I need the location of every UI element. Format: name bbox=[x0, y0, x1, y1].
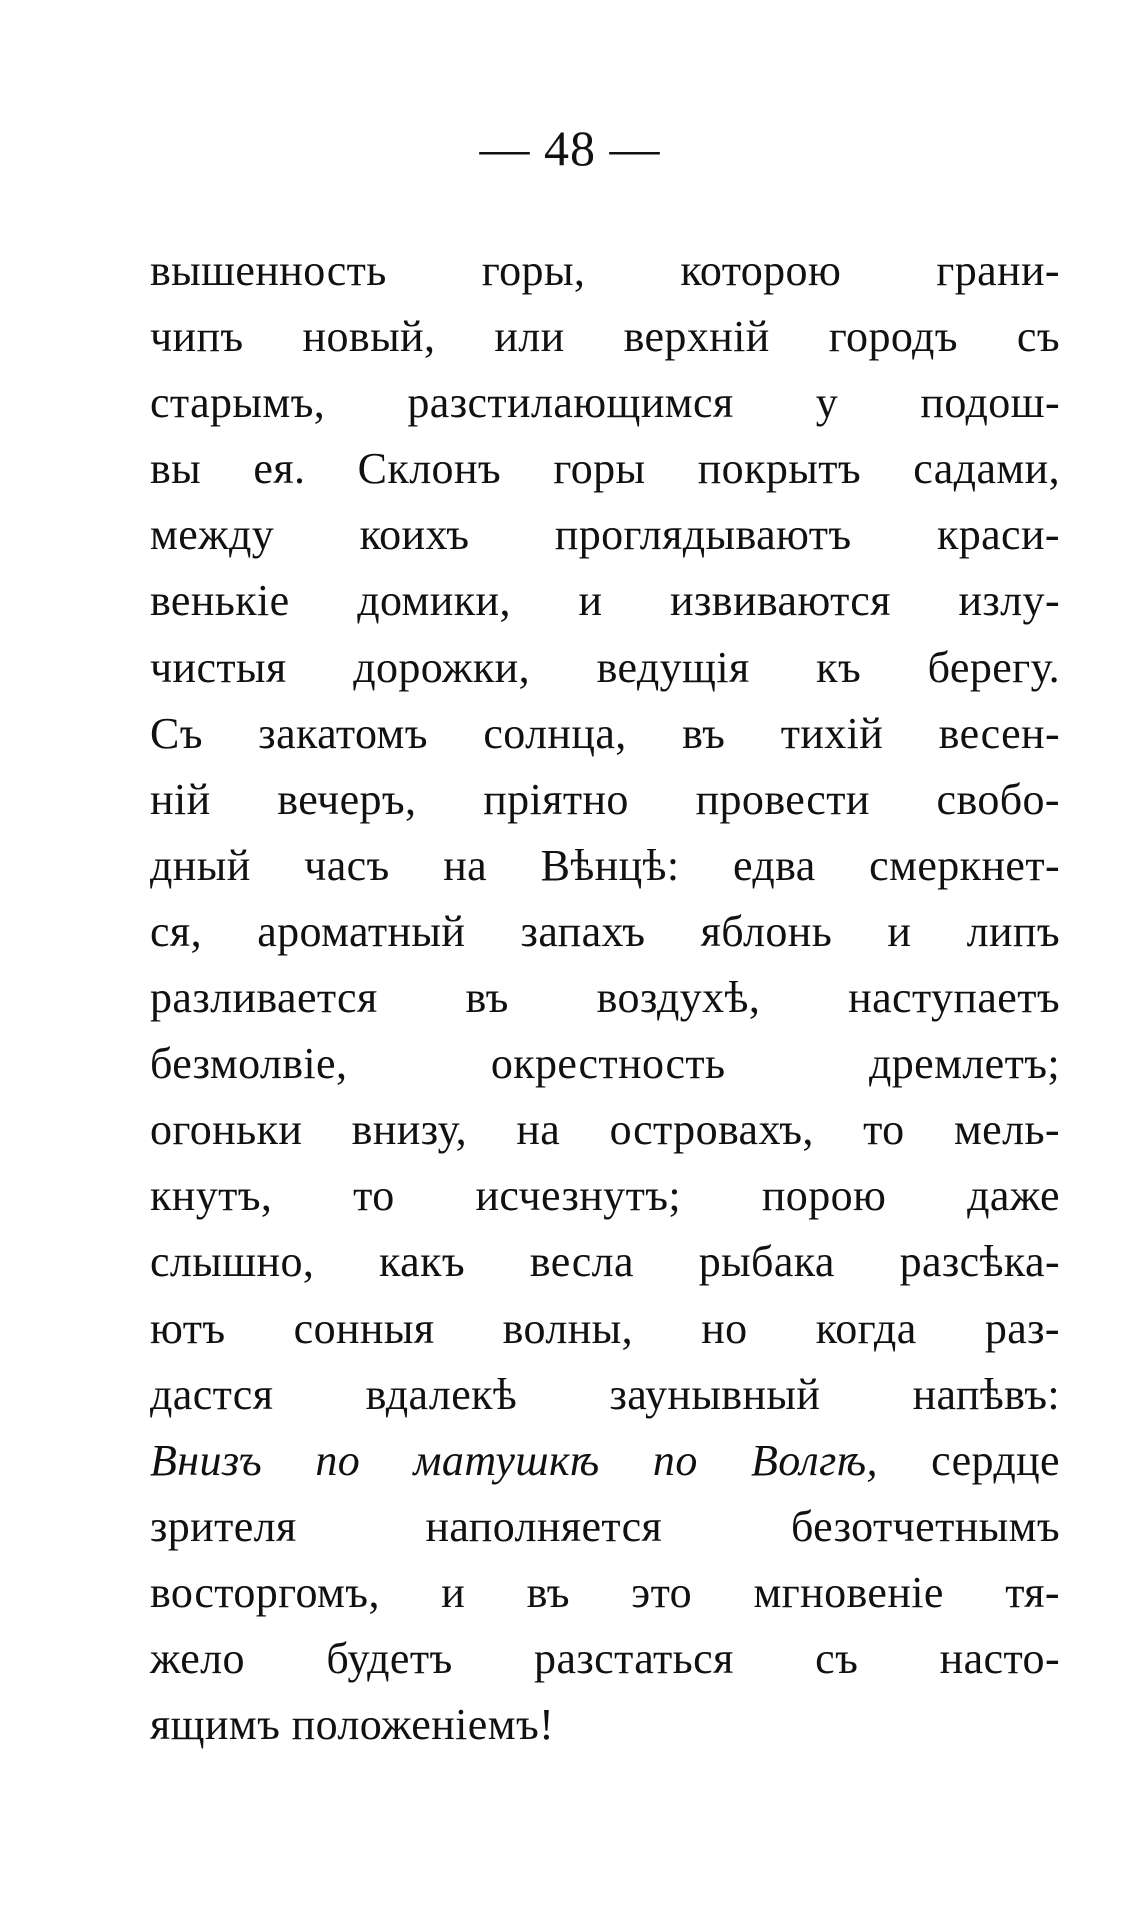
italic-song-title: Внизъ по матушкѣ по Волгѣ, bbox=[150, 1435, 878, 1485]
text-line-6: венькіе домики, и извиваются излу- bbox=[150, 576, 1060, 626]
text-line-22: жело будетъ разстаться съ насто- bbox=[150, 1633, 1060, 1683]
text-line-11: ся, ароматный запахъ яблонь и липъ bbox=[150, 906, 1060, 956]
text-line-19 bbox=[150, 1428, 1060, 1494]
text-line-16: слышно, какъ весла рыбака разсѣка- bbox=[150, 1237, 1060, 1287]
text-line-4: вы ея. Склонъ горы покрытъ садами, bbox=[150, 444, 1060, 494]
text-line-3: старымъ, разстилающимся у подош- bbox=[150, 378, 1060, 428]
text-line-20: зрителя наполняется безотчетнымъ bbox=[150, 1501, 1060, 1551]
text-line-2: чипъ новый, или верхній городъ съ bbox=[150, 312, 1060, 362]
text-line-13: безмолвіе, окрестность дремлетъ; bbox=[150, 1039, 1060, 1089]
text-line-17: ютъ сонныя волны, но когда раз- bbox=[150, 1303, 1060, 1353]
text-line-7: чистыя дорожки, ведущія къ берегу. bbox=[150, 642, 1060, 692]
text-line-1: вышенность горы, которою грани- bbox=[150, 246, 1060, 295]
text-line-15: кнутъ, то исчезнутъ; порою даже bbox=[150, 1171, 1060, 1221]
text-line-5: между коихъ проглядываютъ краси- bbox=[150, 510, 1060, 560]
text-line-18: дастся вдалекѣ заунывный напѣвъ: bbox=[150, 1369, 1060, 1419]
body-text bbox=[150, 238, 1060, 1758]
text-line-14: огоньки внизу, на островахъ, то мель- bbox=[150, 1105, 1060, 1155]
text-line-12: разливается въ воздухѣ, наступаетъ bbox=[150, 973, 1060, 1023]
page-number: — 48 — bbox=[479, 120, 661, 176]
text-line-23: ящимъ положеніемъ! bbox=[150, 1700, 555, 1750]
text-line-21: восторгомъ, и въ это мгновеніе тя- bbox=[150, 1567, 1060, 1617]
text-line-8: Съ закатомъ солнца, въ тихій весен- bbox=[150, 708, 1060, 758]
text-line-9: ній вечеръ, пріятно провести свобо- bbox=[150, 774, 1060, 824]
text-line-10: дный часъ на Вѣнцѣ: едва смеркнет- bbox=[150, 840, 1060, 890]
text-after-italic: сердце bbox=[877, 1435, 1060, 1485]
